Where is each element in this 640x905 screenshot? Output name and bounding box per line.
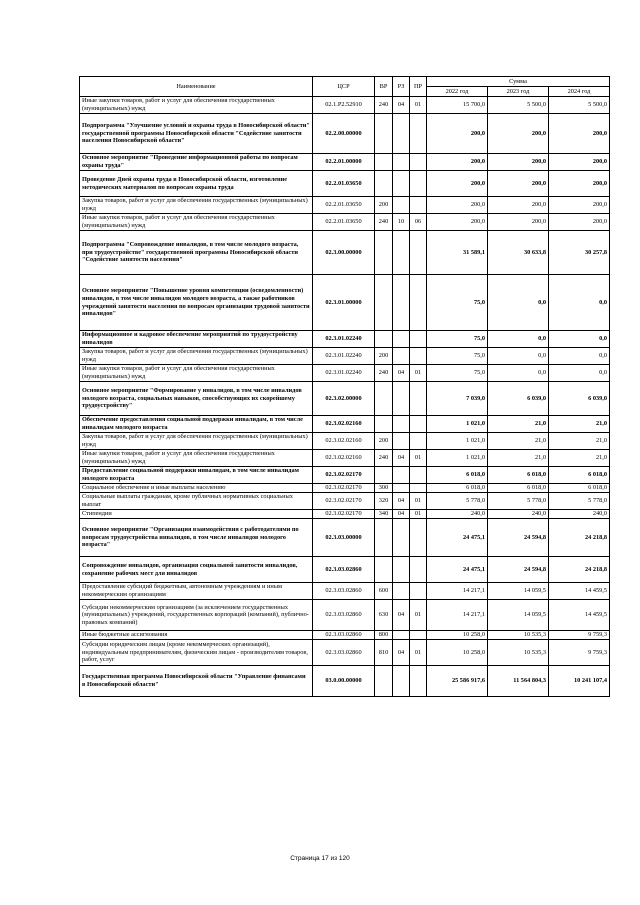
row-pr [410,171,427,197]
table-row [80,97,610,114]
row-name: Информационное и кадровое обеспечение мероприятий по трудоустройству инвалидов [80,331,313,348]
row-value-2024: 6 018,0 [549,484,610,493]
row-vr [375,416,393,433]
row-name: Стипендии [80,510,313,519]
row-value-2023: 0,0 [488,275,549,331]
row-value-2023: 10 535,3 [488,640,549,666]
row-value-2023: 6 018,0 [488,467,549,484]
budget-table [79,76,610,697]
row-rz [393,433,410,450]
header-csr: ЦСР [313,77,375,97]
row-csr: 02.2.01.00000 [313,154,375,171]
row-name: Иные закупки товаров, работ и услуг для обеспечения государственных (муниципальных) нужд [80,97,313,114]
page-number: Страница 17 из 120 [290,855,350,862]
table-row [80,450,610,467]
row-csr: 02.3.02.02160 [313,433,375,450]
row-csr: 02.3.02.02160 [313,416,375,433]
row-vr [375,154,393,171]
row-vr [375,382,393,416]
table-row [80,382,610,416]
row-name: Обеспечение предоставления социальной поддержки инвалидам, в том числе инвалидам молодого возраста [80,416,313,433]
row-pr [410,467,427,484]
header-name: Наименование [80,77,313,97]
header-year-2024: 2024 год [549,87,610,97]
row-value-2022: 10 258,0 [427,631,488,640]
row-rz: 04 [393,640,410,666]
row-name: Закупка товаров, работ и услуг для обеспечения государственных (муниципальных) нужд [80,433,313,450]
row-rz [393,631,410,640]
row-pr: 01 [410,493,427,510]
table-row [80,231,610,275]
row-name: Иные закупки товаров, работ и услуг для обеспечения государственных (муниципальных) нужд [80,365,313,382]
row-value-2022: 5 778,0 [427,493,488,510]
row-name: Социальное обеспечение и иные выплаты населению [80,484,313,493]
row-name: Закупка товаров, работ и услуг для обеспечения государственных (муниципальных) нужд [80,348,313,365]
row-vr: 800 [375,631,393,640]
row-value-2024: 14 459,5 [549,600,610,631]
row-rz [393,666,410,697]
row-value-2022: 14 217,1 [427,600,488,631]
row-csr: 02.2.01.03650 [313,171,375,197]
row-value-2023: 200,0 [488,214,549,231]
row-name: Государственная программа Новосибирской области "Управление финансами в Новосибирской области" [80,666,313,697]
row-name: Проведение Дней охраны труда в Новосибирской области, изготовление методических материалов по вопросам охраны труда [80,171,313,197]
row-csr: 03.0.00.00000 [313,666,375,697]
row-pr [410,154,427,171]
row-value-2023: 24 594,8 [488,557,549,583]
table-row [80,154,610,171]
table-row [80,640,610,666]
table-row [80,583,610,600]
row-vr [375,557,393,583]
row-vr [375,666,393,697]
row-pr: 01 [410,600,427,631]
row-vr: 240 [375,214,393,231]
row-value-2022: 200,0 [427,114,488,154]
row-value-2022: 31 589,1 [427,231,488,275]
row-value-2024: 0,0 [549,275,610,331]
row-value-2023: 0,0 [488,331,549,348]
row-rz [393,348,410,365]
row-vr [375,275,393,331]
row-value-2023: 240,0 [488,510,549,519]
row-pr: 01 [410,365,427,382]
row-pr [410,231,427,275]
table-row [80,467,610,484]
row-rz [393,114,410,154]
table-row [80,631,610,640]
row-name: Основное мероприятие "Организация взаимодействия с работодателями по вопросам трудоустройства инвалидов, в том числе инвалидов молодого возраста" [80,519,313,557]
row-rz: 04 [393,510,410,519]
header-year-2022: 2022 год [427,87,488,97]
row-pr [410,114,427,154]
row-csr: 02.3.03.02860 [313,640,375,666]
row-rz [393,275,410,331]
table-row [80,600,610,631]
row-name: Сопровождение инвалидов, организация социальной занятости инвалидов, сохранение рабочих мест для инвалидов [80,557,313,583]
row-rz [393,382,410,416]
table-row [80,493,610,510]
row-vr [375,467,393,484]
row-value-2024: 200,0 [549,214,610,231]
row-csr: 02.3.03.00000 [313,519,375,557]
row-rz [393,583,410,600]
header-sum: Сумма [427,77,610,87]
row-name: Субсидии некоммерческим организациям (за исключением государственных (муниципальных) учреждений, государственных корпораций (компаний), публично-правовых компаний) [80,600,313,631]
row-value-2023: 24 594,8 [488,519,549,557]
row-name: Подпрограмма "Сопровождение инвалидов, в том числе молодого возраста, при трудоустройстве" государственной программы Новосибирской области "Содействие занятости населения" [80,231,313,275]
header-rz: РЗ [393,77,410,97]
row-value-2022: 24 475,1 [427,557,488,583]
row-csr: 02.3.03.02860 [313,600,375,631]
row-pr [410,433,427,450]
table-row [80,519,610,557]
row-value-2024: 0,0 [549,331,610,348]
row-pr [410,382,427,416]
row-csr: 02.3.02.02170 [313,484,375,493]
header-pr: ПР [410,77,427,97]
row-value-2024: 200,0 [549,197,610,214]
table-row [80,171,610,197]
row-value-2022: 10 258,0 [427,640,488,666]
row-csr: 02.2.01.03650 [313,214,375,231]
row-pr: 01 [410,450,427,467]
row-name: Иные бюджетные ассигнования [80,631,313,640]
row-value-2024: 21,0 [549,416,610,433]
row-pr [410,348,427,365]
row-csr: 02.3.01.00000 [313,275,375,331]
row-value-2024: 30 257,8 [549,231,610,275]
row-csr: 02.3.02.02170 [313,510,375,519]
row-value-2024: 6 018,0 [549,467,610,484]
row-pr [410,666,427,697]
row-vr: 200 [375,197,393,214]
row-name: Закупка товаров, работ и услуг для обеспечения государственных (муниципальных) нужд [80,197,313,214]
row-csr: 02.3.01.02240 [313,365,375,382]
table-row [80,348,610,365]
table-row [80,433,610,450]
row-rz [393,197,410,214]
row-pr: 06 [410,214,427,231]
table-row [80,331,610,348]
row-value-2022: 1 021,0 [427,433,488,450]
row-csr: 02.3.02.02160 [313,450,375,467]
row-vr: 240 [375,365,393,382]
row-rz: 10 [393,214,410,231]
header-vr: ВР [375,77,393,97]
row-value-2022: 75,0 [427,365,488,382]
row-value-2022: 1 021,0 [427,450,488,467]
row-value-2024: 6 039,0 [549,382,610,416]
row-value-2022: 1 021,0 [427,416,488,433]
row-csr: 02.3.03.02860 [313,557,375,583]
table-row [80,275,610,331]
table-row [80,416,610,433]
row-pr: 01 [410,97,427,114]
row-vr: 320 [375,493,393,510]
row-rz [393,171,410,197]
row-csr: 02.1.Р2.52910 [313,97,375,114]
row-pr [410,519,427,557]
row-name: Основное мероприятие "Повышение уровня компетенции (осведомленности) инвалидов, в том числе инвалидов молодого возраста, а также работников учреждений занятости населения по вопросам организации трудовой занятости инвалидов" [80,275,313,331]
row-rz [393,557,410,583]
row-value-2024: 200,0 [549,171,610,197]
row-rz [393,416,410,433]
row-value-2023: 10 535,3 [488,631,549,640]
row-vr [375,114,393,154]
row-value-2023: 14 059,5 [488,583,549,600]
row-csr: 02.3.03.02860 [313,631,375,640]
row-vr: 340 [375,510,393,519]
row-vr [375,171,393,197]
row-value-2023: 21,0 [488,416,549,433]
row-value-2024: 240,0 [549,510,610,519]
row-value-2022: 200,0 [427,171,488,197]
row-value-2024: 5 778,0 [549,493,610,510]
table-row [80,197,610,214]
row-rz [393,484,410,493]
row-vr [375,519,393,557]
row-rz [393,231,410,275]
row-vr [375,231,393,275]
row-name: Подпрограмма "Улучшение условий и охраны труда в Новосибирской области" государственной программы Новосибирской области "Содействие занятости населения Новосибирской области" [80,114,313,154]
table-row [80,666,610,697]
row-value-2022: 25 586 917,6 [427,666,488,697]
row-name: Предоставление субсидий бюджетным, автономным учреждениям и иным некоммерческим организациям [80,583,313,600]
row-rz [393,519,410,557]
table-row [80,510,610,519]
row-csr: 02.3.02.02170 [313,467,375,484]
row-value-2024: 21,0 [549,450,610,467]
row-value-2022: 6 018,0 [427,467,488,484]
row-value-2024: 10 241 107,4 [549,666,610,697]
row-name: Субсидии юридическим лицам (кроме некоммерческих организаций), индивидуальным предпринимателям, физическим лицам - производителям товаров, работ, услуг [80,640,313,666]
row-value-2024: 14 459,5 [549,583,610,600]
row-pr [410,197,427,214]
row-value-2022: 6 018,0 [427,484,488,493]
row-value-2024: 200,0 [549,154,610,171]
row-value-2024: 24 218,8 [549,519,610,557]
row-value-2024: 21,0 [549,433,610,450]
table-row [80,114,610,154]
row-value-2023: 14 059,5 [488,600,549,631]
row-value-2024: 9 759,3 [549,640,610,666]
table-row [80,365,610,382]
header-year-2023: 2023 год [488,87,549,97]
row-vr: 600 [375,583,393,600]
row-vr: 200 [375,348,393,365]
row-rz: 04 [393,600,410,631]
row-value-2023: 0,0 [488,348,549,365]
row-rz: 04 [393,365,410,382]
row-csr: 02.3.02.02170 [313,493,375,510]
row-value-2022: 200,0 [427,214,488,231]
row-value-2024: 24 218,8 [549,557,610,583]
row-value-2022: 75,0 [427,348,488,365]
row-value-2022: 75,0 [427,275,488,331]
row-value-2024: 5 500,0 [549,97,610,114]
row-vr: 240 [375,97,393,114]
row-vr: 300 [375,484,393,493]
row-csr: 02.3.01.02240 [313,331,375,348]
row-value-2023: 0,0 [488,365,549,382]
row-name: Социальные выплаты гражданам, кроме публичных нормативных социальных выплат [80,493,313,510]
row-rz [393,331,410,348]
table-row [80,484,610,493]
row-value-2022: 15 700,0 [427,97,488,114]
row-csr: 02.2.00.00000 [313,114,375,154]
row-value-2022: 7 039,0 [427,382,488,416]
row-value-2023: 6 039,0 [488,382,549,416]
row-vr: 240 [375,450,393,467]
row-csr: 02.3.00.00000 [313,231,375,275]
row-csr: 02.2.01.03650 [313,197,375,214]
row-csr: 02.3.03.02860 [313,583,375,600]
row-name: Иные закупки товаров, работ и услуг для обеспечения государственных (муниципальных) нужд [80,450,313,467]
row-value-2022: 14 217,1 [427,583,488,600]
row-name: Основное мероприятие "Проведение информационной работы по вопросам охраны труда" [80,154,313,171]
row-rz [393,467,410,484]
row-value-2023: 6 018,0 [488,484,549,493]
row-value-2023: 200,0 [488,114,549,154]
row-pr [410,631,427,640]
budget-table-page [79,76,609,697]
row-value-2024: 200,0 [549,114,610,154]
row-value-2023: 200,0 [488,197,549,214]
row-pr [410,331,427,348]
row-pr [410,557,427,583]
row-vr [375,331,393,348]
row-value-2022: 75,0 [427,331,488,348]
row-csr: 02.3.01.02240 [313,348,375,365]
row-rz [393,154,410,171]
row-pr [410,583,427,600]
row-value-2024: 0,0 [549,365,610,382]
row-value-2024: 0,0 [549,348,610,365]
row-value-2023: 200,0 [488,154,549,171]
row-value-2023: 5 778,0 [488,493,549,510]
row-csr: 02.3.02.00000 [313,382,375,416]
row-vr: 630 [375,600,393,631]
row-value-2022: 200,0 [427,154,488,171]
table-row [80,214,610,231]
row-pr: 01 [410,640,427,666]
table-row [80,557,610,583]
row-name: Основное мероприятие "Формирование у инвалидов, в том числе инвалидов молодого возраста, социальных навыков, способствующих их скорейшему трудоустройству" [80,382,313,416]
row-value-2023: 11 564 804,3 [488,666,549,697]
row-rz: 04 [393,493,410,510]
row-vr: 810 [375,640,393,666]
row-value-2022: 24 475,1 [427,519,488,557]
row-value-2022: 200,0 [427,197,488,214]
row-pr [410,416,427,433]
row-value-2023: 30 633,8 [488,231,549,275]
row-pr [410,275,427,331]
row-pr [410,484,427,493]
row-vr: 200 [375,433,393,450]
row-name: Предоставление социальной поддержки инвалидам, в том числе инвалидам молодого возраста [80,467,313,484]
table-body [80,97,610,697]
row-value-2024: 9 759,3 [549,631,610,640]
row-value-2023: 21,0 [488,450,549,467]
row-value-2023: 5 500,0 [488,97,549,114]
row-value-2023: 21,0 [488,433,549,450]
row-value-2022: 240,0 [427,510,488,519]
row-rz: 04 [393,450,410,467]
row-value-2023: 200,0 [488,171,549,197]
row-name: Иные закупки товаров, работ и услуг для обеспечения государственных (муниципальных) нужд [80,214,313,231]
row-pr: 01 [410,510,427,519]
row-rz: 04 [393,97,410,114]
